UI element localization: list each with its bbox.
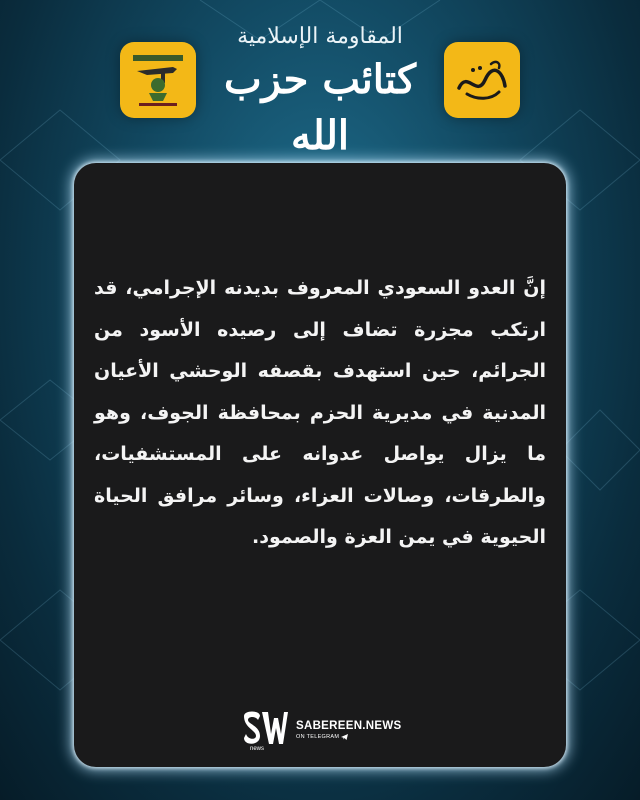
min-sabereen-logo [444, 42, 520, 118]
logo-news-label: news [250, 746, 265, 752]
footer-branding [240, 708, 410, 752]
telegram-label: ON TELEGRAM [296, 734, 340, 740]
site-name: SABEREEN.NEWS [296, 720, 402, 732]
telegram-line [296, 734, 402, 740]
header-title: كتائب حزب الله [223, 56, 417, 159]
footer-text [296, 720, 402, 740]
organization-header [200, 22, 440, 159]
statement-text: إنَّ العدو السعودي المعروف بديدنه الإجرامي، قد ارتكب مجزرة تضاف إلى رصيده الأسود من الجرائم، حين استهدف بقصفه الوحشي الأعيان المدنية في مديرية الحزم بمحافظة الجوف، وهو ما يزال يواصل عدوانه على المستشفيات، والطرقات، وصالات العزاء، وسائر مرافق الحياة الحيوية في يمن العزة والصمود. [94, 277, 546, 548]
telegram-icon [341, 734, 348, 740]
sabereen-news-logo [240, 708, 290, 752]
sabereen-calligraphy-icon [447, 50, 517, 110]
kataib-hezbollah-logo [120, 42, 196, 118]
header-subtitle: المقاومة الإسلامية [237, 24, 403, 49]
emblem-icon [127, 49, 189, 111]
